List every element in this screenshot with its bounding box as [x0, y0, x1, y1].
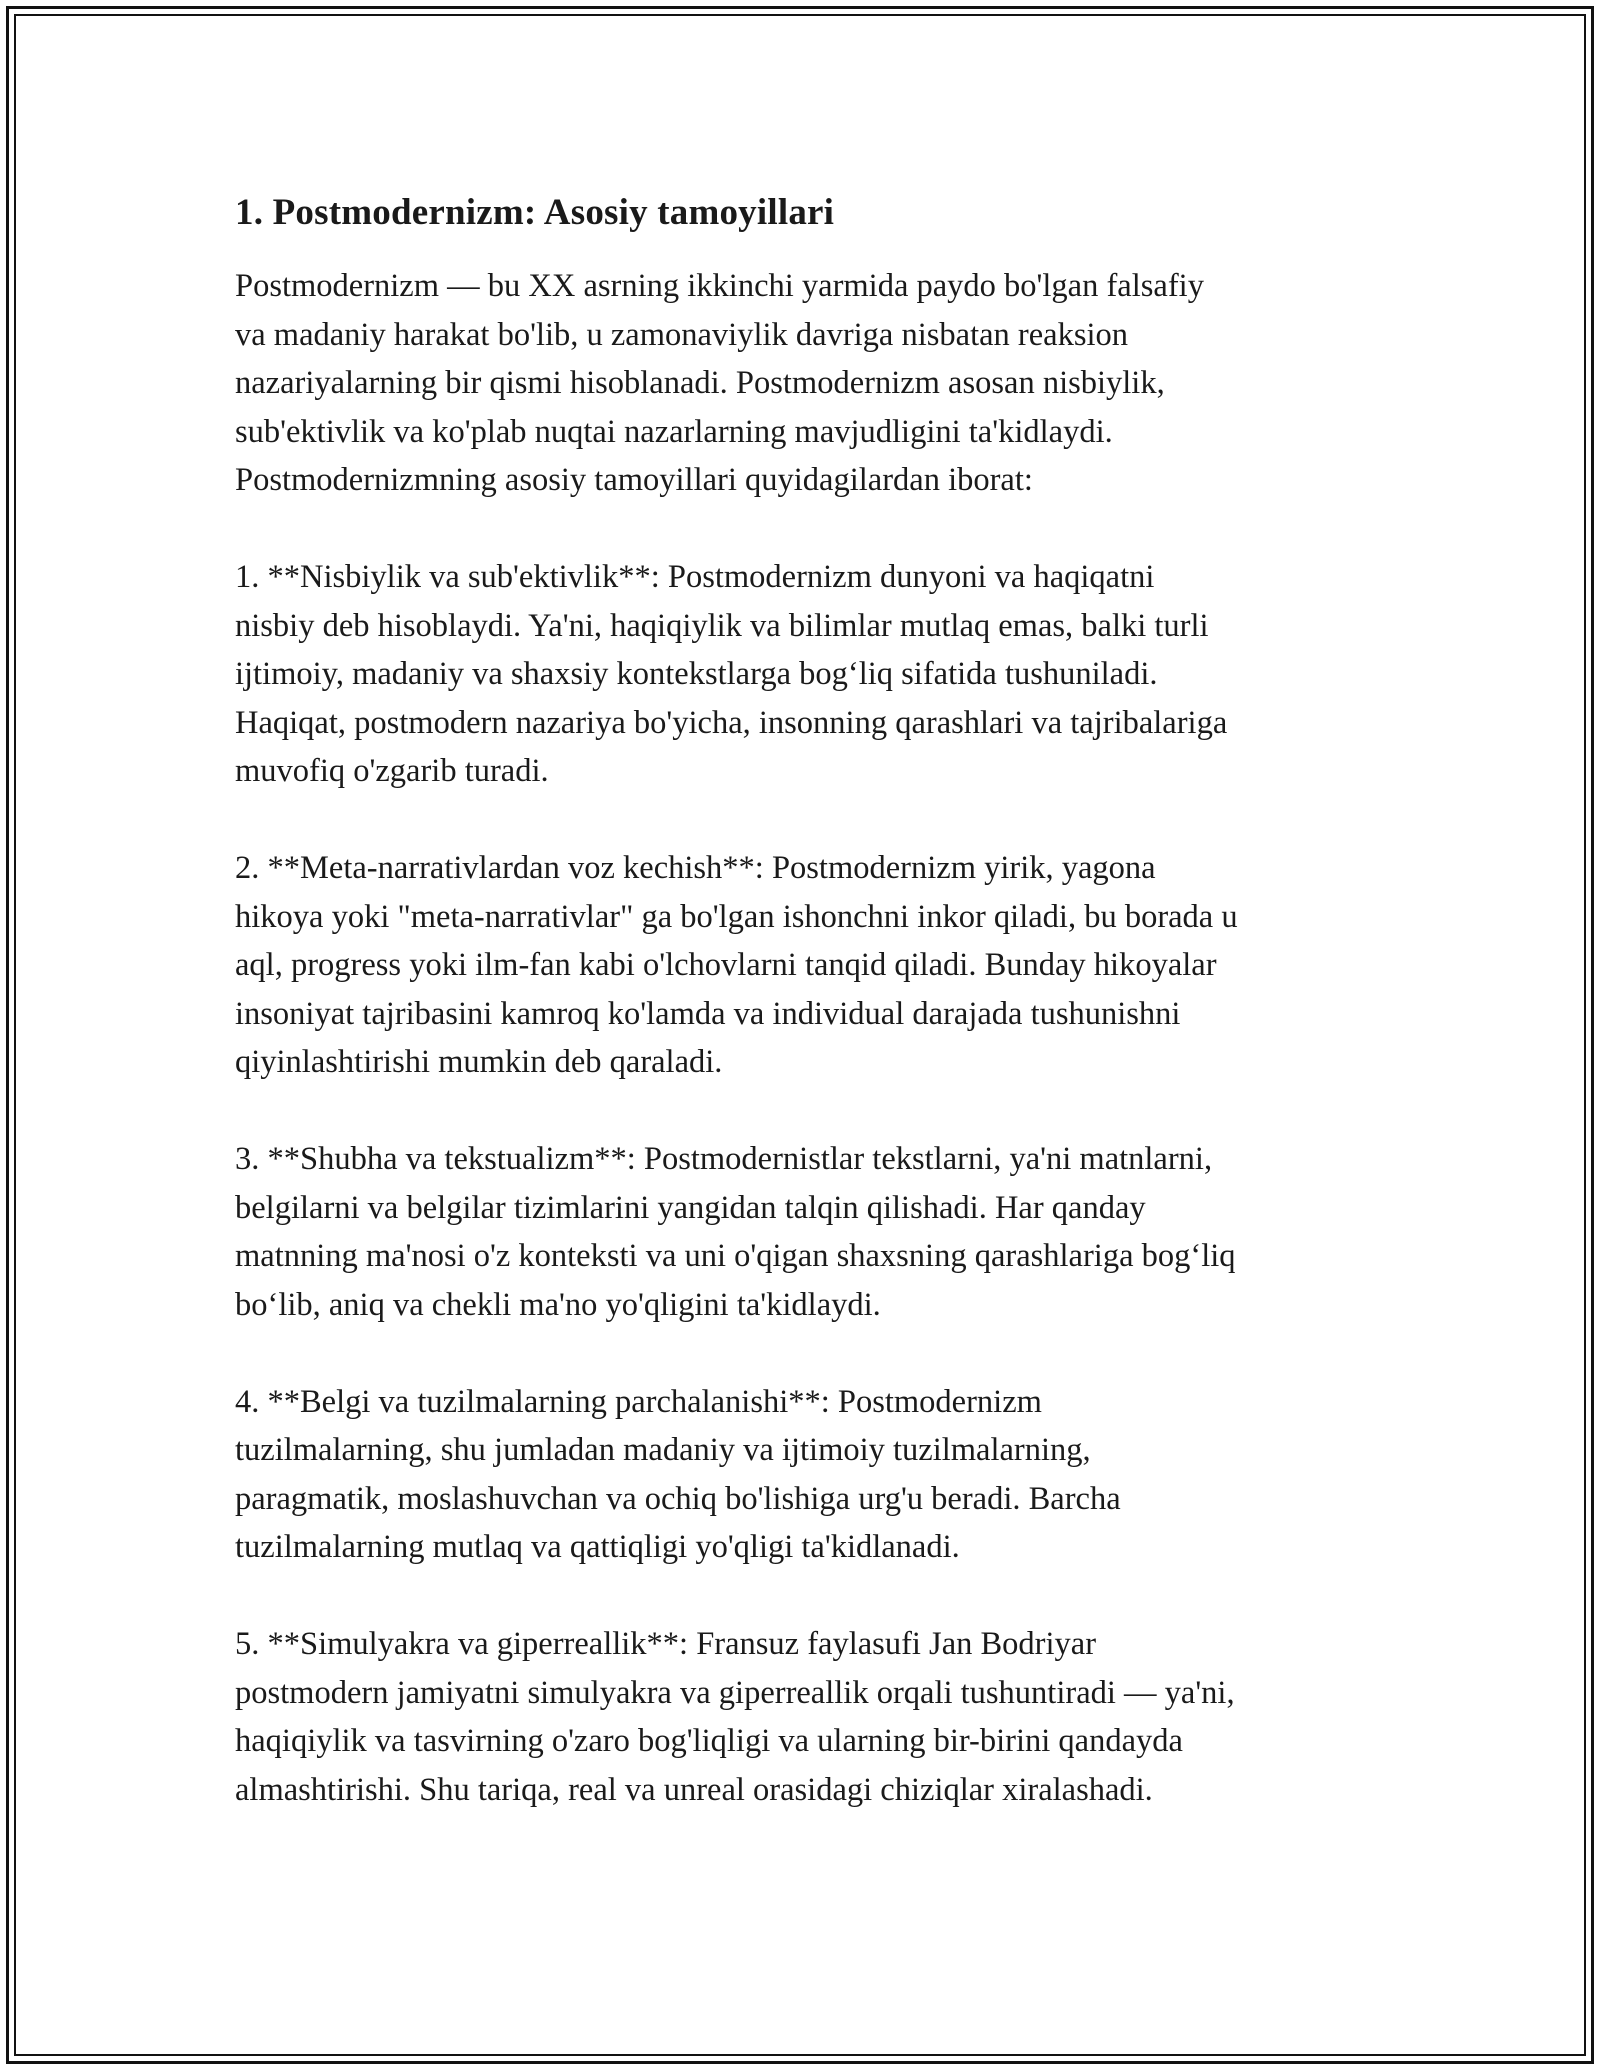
document-body	[235, 190, 1385, 1863]
text-line: insoniyat tajribasini kamroq ko'lamda va individual darajada tushunishni	[235, 995, 1181, 1032]
text-line: qiyinlashtirishi mumkin deb qaraladi.	[235, 1044, 723, 1080]
text-line: sub'ektivlik va ko'plab nuqtai nazarlarning mavjudligini ta'kidlaydi.	[235, 413, 1113, 450]
text-line: tuzilmalarning, shu jumladan madaniy va ijtimoiy tuzilmalarning,	[235, 1432, 1091, 1468]
intro-paragraph	[235, 262, 1385, 505]
text-line: ijtimoiy, madaniy va shaxsiy kontekstlarga bog‘liq sifatida tushuniladi.	[235, 656, 1158, 692]
principle-5-paragraph	[235, 1620, 1385, 1814]
text-line: va madaniy harakat bo'lib, u zamonaviylik davriga nisbatan reaksion	[235, 316, 1129, 353]
text-line: 5. **Simulyakra va giperreallik**: Fransuz faylasufi Jan Bodriyar	[235, 1626, 1097, 1662]
text-line: nisbiy deb hisoblaydi. Ya'ni, haqiqiylik va bilimlar mutlaq emas, balki turli	[235, 607, 1209, 644]
text-line: almashtirishi. Shu tariqa, real va unreal orasidagi chiziqlar xiralashadi.	[235, 1771, 1153, 1808]
text-line: tuzilmalarning mutlaq va qattiqligi yo'qligi ta'kidlanadi.	[235, 1529, 960, 1565]
text-line: haqiqiylik va tasvirning o'zaro bog'liqligi va ularning bir-birini qandayda	[235, 1723, 1183, 1759]
text-line: paragmatik, moslashuvchan va ochiq bo'lishiga urg'u beradi. Barcha	[235, 1480, 1121, 1517]
text-line: Postmodernizm — bu XX asrning ikkinchi yarmida paydo bo'lgan falsafiy	[235, 268, 1204, 304]
text-line: bo‘lib, aniq va chekli ma'no yo'qligini ta'kidlaydi.	[235, 1286, 881, 1323]
document-title: 1. Postmodernizm: Asosiy tamoyillari	[235, 192, 835, 233]
text-line: postmodern jamiyatni simulyakra va giperreallik orqali tushuntiradi — ya'ni,	[235, 1674, 1235, 1711]
principle-1-paragraph	[235, 553, 1385, 796]
text-line: 3. **Shubha va tekstualizm**: Postmodernistlar tekstlarni, ya'ni matnlarni,	[235, 1141, 1213, 1177]
text-line: 4. **Belgi va tuzilmalarning parchalanishi**: Postmodernizm	[235, 1383, 1042, 1420]
text-line: Postmodernizmning asosiy tamoyillari quyidagilardan iborat:	[235, 462, 1033, 498]
text-line: nazariyalarning bir qismi hisoblanadi. Postmodernizm asosan nisbiylik,	[235, 365, 1165, 401]
text-line: 1. **Nisbiylik va sub'ektivlik**: Postmodernizm dunyoni va haqiqatni	[235, 559, 1155, 595]
text-line: aql, progress yoki ilm-fan kabi o'lchovlarni tanqid qiladi. Bunday hikoyalar	[235, 947, 1217, 983]
text-line: Haqiqat, postmodern nazariya bo'yicha, insonning qarashlari va tajribalariga	[235, 704, 1228, 741]
principle-3-paragraph	[235, 1135, 1385, 1329]
text-line: muvofiq o'zgarib turadi.	[235, 753, 549, 789]
principle-2-paragraph	[235, 844, 1385, 1087]
text-line: hikoya yoki "meta-narrativlar" ga bo'lgan ishonchni inkor qiladi, bu borada u	[235, 898, 1238, 935]
text-line: 2. **Meta-narrativlardan voz kechish**: Postmodernizm yirik, yagona	[235, 850, 1156, 886]
text-line: belgilarni va belgilar tizimlarini yangidan talqin qilishadi. Har qanday	[235, 1189, 1146, 1226]
text-line: matnning ma'nosi o'z konteksti va uni o'qigan shaxsning qarashlariga bog‘liq	[235, 1238, 1236, 1274]
principle-4-paragraph	[235, 1378, 1385, 1572]
